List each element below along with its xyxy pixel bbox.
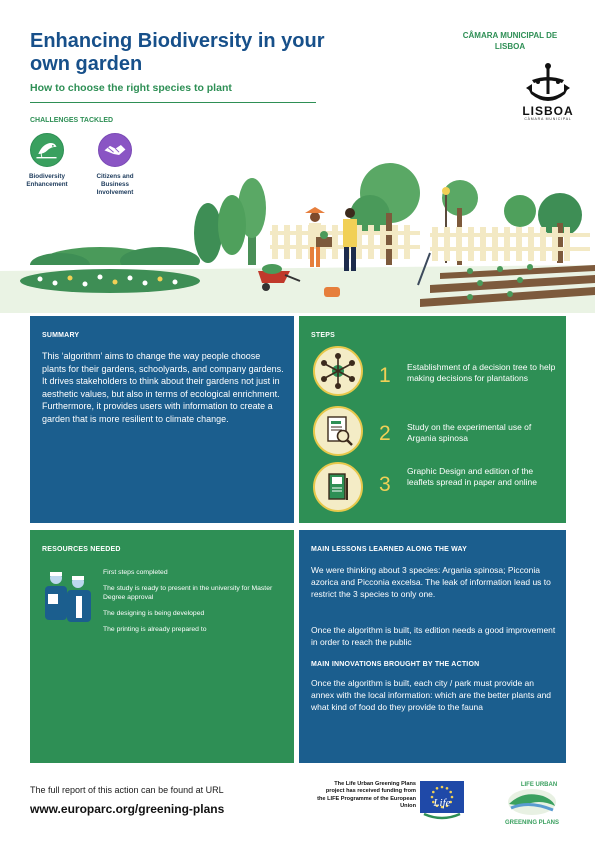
summary-heading: SUMMARY [42,332,80,339]
challenge-citizens-line3: Involvement [96,189,134,196]
organization-name-line2: LISBOA [494,42,526,51]
resource-item: The designing is being developed [103,610,205,617]
svg-text:Life: Life [433,797,451,809]
decision-tree-icon [313,346,363,396]
innovations-heading: MAIN INNOVATIONS BROUGHT BY THE ACTION [311,661,480,668]
step-3-text: Graphic Design and edition of the leaflets spread in paper and online [407,466,537,487]
steps-panel [299,316,566,523]
funding-text: The Life Urban Greening Plans project has received funding from the LIFE Programme of the European Union [317,781,416,810]
challenges-label: CHALLENGES TACKLED [30,117,114,124]
round-tree [504,195,536,227]
resource-item: The printing is already prepared to [103,626,207,633]
page-title: Enhancing Biodiversity in your own garden [30,30,325,75]
resource-item: First steps completed [103,569,168,576]
step-2-text: Study on the experimental use of Argania spinosa [407,422,532,443]
resources-heading: RESOURCES NEEDED [42,546,121,553]
garden-illustration [0,153,595,313]
cypress-tree [218,195,246,255]
flower-bed [20,269,200,293]
challenge-biodiversity-line1: Biodiversity [28,173,66,180]
step-1-number: 1 [379,364,391,387]
innovations-text: Once the algorithm is built, each city / park must provide an annex with the local information: which are the better plants and what kind of food do they provide to the fauna [311,678,552,712]
summary-text: This ‘algorithm’ aims to change the way people choose plants for their gardens, schoolyards, and company gardens. It drives stakeholders to think about their gardens not just in aesthetic values, but also in terms of ecological enrichment. Furthermore, it provides users with information to create a garden that is more resilient to climate change. [42,351,284,424]
steps-heading: STEPS [311,332,335,339]
svg-text:GREENING PLANS: GREENING PLANS [504,820,560,826]
lessons-panel [299,530,566,763]
lessons-heading: MAIN LESSONS LEARNED ALONG THE WAY [311,546,468,553]
step-2-number: 2 [379,422,391,445]
step-1-text: Establishment of a decision tree to help making decisions for plantations [407,362,556,383]
resource-item: The study is ready to present in the university for Master Degree approval [103,585,273,601]
tree-trunk [386,213,392,273]
lisboa-logo-word: LISBOA [522,104,574,118]
report-text: The full report of this action can be found at URL [30,785,224,795]
cypress-tree [194,203,222,263]
workers-icon [42,570,94,624]
lisboa-logo-subtext: CÂMARA MUNICIPAL [524,117,572,121]
life-programme-logo [420,788,464,820]
document-magnifier-icon [313,406,363,456]
challenge-citizens-line1: Citizens and [96,173,134,180]
challenge-biodiversity-line2: Enhancement [26,181,68,188]
summary-panel [30,316,294,523]
step-3-number: 3 [379,473,391,496]
resources-panel [30,530,294,763]
lamp-light [442,187,450,195]
svg-text:LIFE URBAN: LIFE URBAN [520,782,558,788]
lessons-paragraph-1: We were thinking about 3 species: Argania spinosa; Picconia azorica and Picconia excelsa. The leak of information lead us to restrict the 3 species to only one. [311,565,551,599]
lessons-paragraph-2: Once the algorithm is built, its edition needs a good improvement in order to reach the public [311,625,556,647]
report-url-link[interactable]: www.europarc.org/greening-plans [30,802,225,816]
resources-list [103,568,288,641]
leaflet-design-icon [313,462,363,512]
challenge-citizens-line2: Business [101,181,129,188]
organization-name [445,30,575,52]
life-urban-greening-plans-logo [493,778,571,826]
organization-name-line1: CÂMARA MUNICIPAL DE [462,31,558,40]
watering-can [324,287,340,297]
title-divider [30,102,316,103]
page-subtitle: How to choose the right species to plant [30,82,232,94]
